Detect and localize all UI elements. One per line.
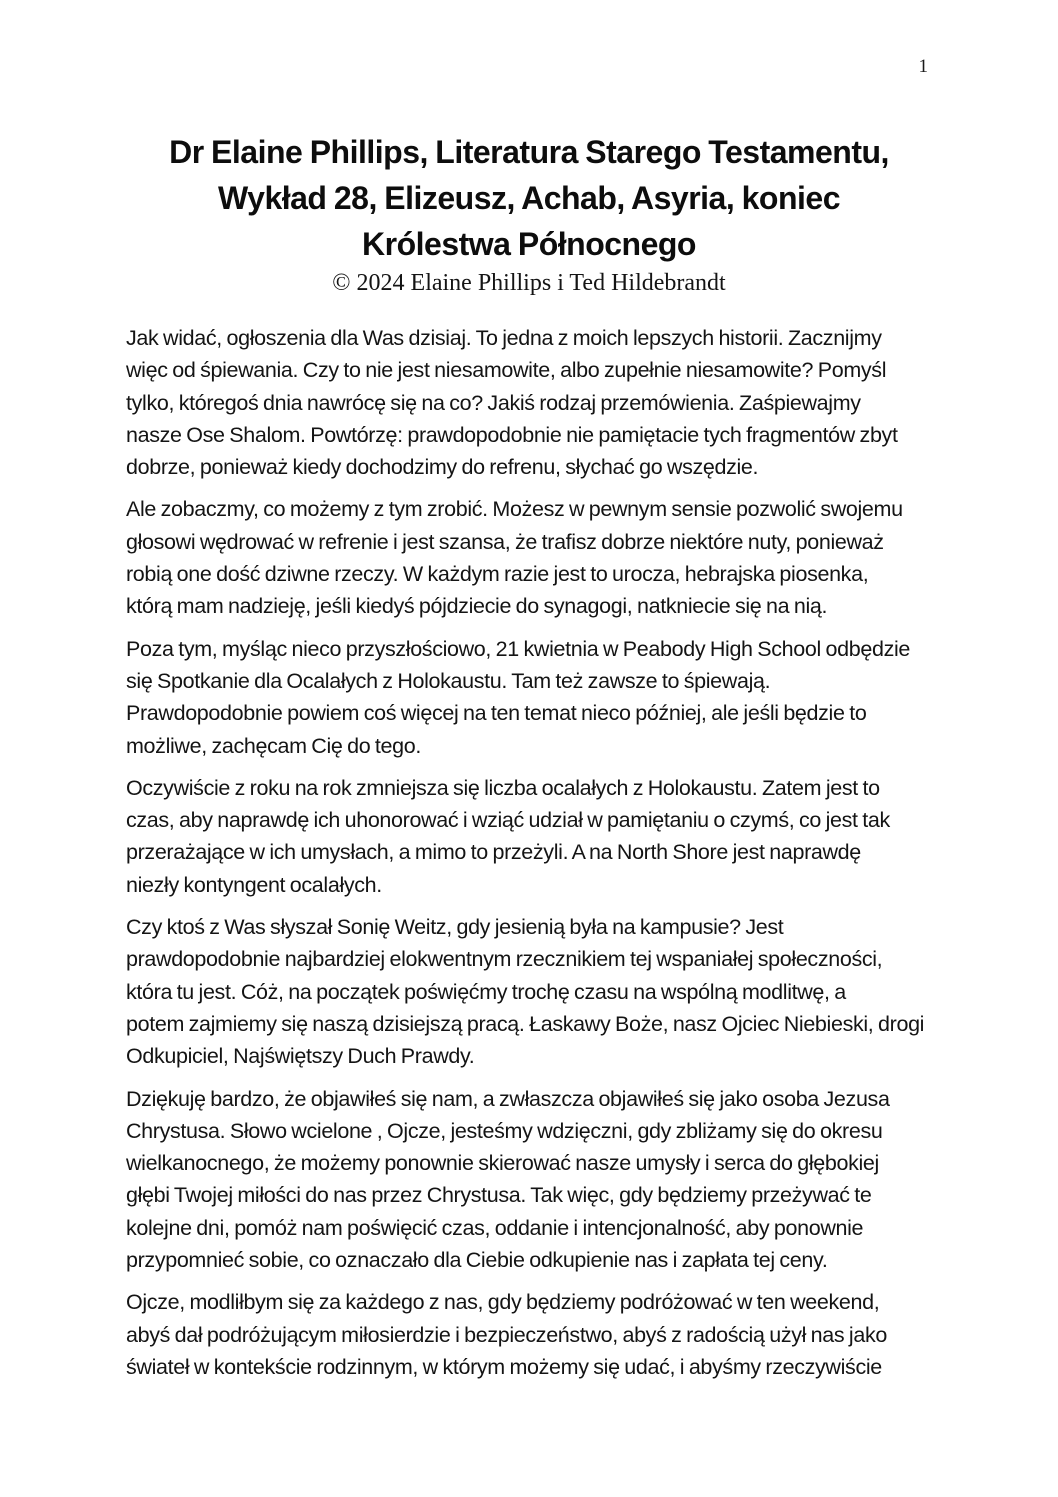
paragraph (126, 633, 938, 762)
text-line: którą mam nadzieję, jeśli kiedyś pójdziecie do synagogi, natkniecie się na nią. (126, 594, 828, 619)
page-number: 1 (918, 56, 928, 77)
paragraph (126, 322, 938, 483)
text-line: Czy ktoś z Was słyszał Sonię Weitz, gdy jesienią była na kampusie? Jest (126, 915, 784, 940)
paragraph (126, 1286, 938, 1383)
text-line: Chrystusa. Słowo wcielone , Ojcze, jesteśmy wdzięczni, gdy zbliżamy się do okresu (126, 1118, 883, 1143)
document-body (126, 322, 938, 1383)
text-line: przypomnieć sobie, co oznaczało dla Ciebie odkupienie nas i zapłata tej ceny. (126, 1248, 828, 1273)
copyright-line: © 2024 Elaine Phillips i Ted Hildebrandt (332, 270, 726, 296)
text-line: Prawdopodobnie powiem coś więcej na ten temat nieco później, ale jeśli będzie to (126, 701, 867, 726)
text-line: głosowi wędrować w refrenie i jest szansa, że trafisz dobrze niektóre nuty, ponieważ (126, 529, 884, 554)
document-title (58, 129, 1000, 267)
text-line: Oczywiście z roku na rok zmniejsza się liczba ocalałych z Holokaustu. Zatem jest to (126, 775, 880, 800)
paragraph (126, 1083, 938, 1277)
title-line-2: Wykład 28, Elizeusz, Achab, Asyria, koniec (218, 180, 840, 216)
text-line: możliwe, zachęcam Cię do tego. (126, 733, 422, 758)
text-line: czas, aby naprawdę ich uhonorować i wziąć udział w pamiętaniu o czymś, co jest tak (126, 808, 890, 833)
text-line: robią one dość dziwne rzeczy. W każdym razie jest to urocza, hebrajska piosenka, (126, 562, 869, 587)
paragraph (126, 911, 938, 1072)
text-line: Jak widać, ogłoszenia dla Was dzisiaj. To jedna z moich lepszych historii. Zacznijmy (126, 326, 882, 350)
text-line: głębi Twojej miłości do nas przez Chrystusa. Tak więc, gdy będziemy przeżywać te (126, 1183, 872, 1208)
text-line: Poza tym, myśląc nieco przyszłościowo, 21 kwietnia w Peabody High School odbędzie (126, 636, 911, 661)
text-line: nasze Ose Shalom. Powtórzę: prawdopodobnie nie pamiętacie tych fragmentów zbyt (126, 422, 898, 447)
text-line: Odkupiciel, Najświętszy Duch Prawdy. (126, 1044, 475, 1069)
text-line: więc od śpiewania. Czy to nie jest niesamowite, albo zupełnie niesamowite? Pomyśl (126, 358, 887, 383)
text-line: Ale zobaczmy, co możemy z tym zrobić. Możesz w pewnym sensie pozwolić swojemu (126, 497, 903, 522)
text-line: kolejne dni, pomóż nam poświęcić czas, oddanie i intencjonalność, aby ponownie (126, 1215, 864, 1240)
text-line: się Spotkanie dla Ocalałych z Holokaustu. Tam też zawsze to śpiewają. (126, 668, 771, 693)
title-line-3: Królestwa Północnego (362, 226, 696, 262)
text-line: która tu jest. Cóż, na początek poświęćmy trochę czasu na wspólną modlitwę, a (126, 979, 846, 1004)
paragraph (126, 772, 938, 901)
text-line: tylko, któregoś dnia nawrócę się na co? Jakiś rodzaj przemówienia. Zaśpiewajmy (126, 390, 861, 415)
text-line: potem zajmiemy się naszą dzisiejszą pracą. Łaskawy Boże, nasz Ojciec Niebieski, drogi (126, 1011, 925, 1036)
text-line: Dziękuję bardzo, że objawiłeś się nam, a zwłaszcza objawiłeś się jako osoba Jezusa (126, 1086, 890, 1111)
text-line: prawdopodobnie najbardziej elokwentnym rzecznikiem tej wspaniałej społeczności, (126, 947, 883, 972)
text-line: niezły kontyngent ocalałych. (126, 872, 382, 897)
text-line: abyś dał podróżującym miłosierdzie i bezpieczeństwo, abyś z radością użył nas jako (126, 1322, 887, 1347)
text-line: przerażające w ich umysłach, a mimo to przeżyli. A na North Shore jest naprawdę (126, 840, 861, 865)
text-line: wielkanocnego, że możemy ponownie skierować nasze umysły i serca do głębokiej (126, 1151, 879, 1176)
text-line: świateł w kontekście rodzinnym, w którym możemy się udać, i abyśmy rzeczywiście (126, 1354, 882, 1379)
text-line: Ojcze, modliłbym się za każdego z nas, gdy będziemy podróżować w ten weekend, (126, 1290, 880, 1315)
paragraph (126, 493, 938, 622)
text-line: dobrze, ponieważ kiedy dochodzimy do refrenu, słychać go wszędzie. (126, 455, 759, 480)
title-line-1: Dr Elaine Phillips, Literatura Starego Testamentu, (169, 134, 889, 170)
